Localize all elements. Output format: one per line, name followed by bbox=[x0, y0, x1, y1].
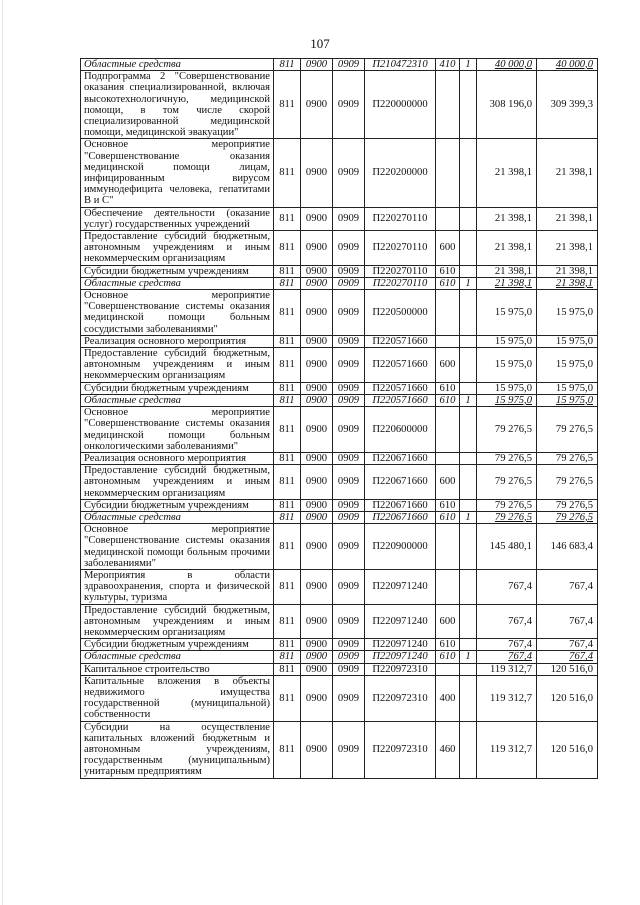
row-grbs-code: 811 bbox=[274, 277, 301, 289]
row-amount-year-1: 40 000,0 bbox=[477, 59, 537, 71]
row-expense-type: 600 bbox=[436, 348, 460, 383]
row-amount-year-2: 15 975,0 bbox=[537, 290, 598, 336]
row-expense-type: 600 bbox=[436, 604, 460, 639]
row-name: Основное мероприятие "Совершенствование системы оказания медицинской помощи больным прочими заболеваниями" bbox=[81, 524, 274, 570]
row-amount-year-1: 21 398,1 bbox=[477, 207, 537, 230]
row-amount-year-2: 21 398,1 bbox=[537, 139, 598, 207]
row-source-code bbox=[460, 139, 477, 207]
row-name: Предоставление субсидий бюджетным, автономным учреждениям и иным некоммерческим организациям bbox=[81, 348, 274, 383]
row-grbs-code: 811 bbox=[274, 511, 301, 523]
row-section-code: 0900 bbox=[301, 604, 333, 639]
row-section-code: 0900 bbox=[301, 290, 333, 336]
row-expense-type bbox=[436, 139, 460, 207]
row-amount-year-1: 79 276,5 bbox=[477, 499, 537, 511]
row-amount-year-2: 21 398,1 bbox=[537, 277, 598, 289]
table-row bbox=[81, 71, 598, 139]
row-source-code bbox=[460, 207, 477, 230]
row-name: Субсидии бюджетным учреждениям bbox=[81, 639, 274, 651]
row-subsection-code: 0909 bbox=[333, 71, 365, 139]
row-amount-year-2: 120 516,0 bbox=[537, 663, 598, 675]
row-section-code: 0900 bbox=[301, 721, 333, 778]
row-source-code bbox=[460, 290, 477, 336]
page-number: 107 bbox=[310, 36, 330, 51]
row-amount-year-1: 15 975,0 bbox=[477, 335, 537, 347]
row-grbs-code: 811 bbox=[274, 407, 301, 453]
row-subsection-code: 0909 bbox=[333, 59, 365, 71]
row-name: Областные средства bbox=[81, 394, 274, 406]
table-row bbox=[81, 265, 598, 277]
row-amount-year-2: 21 398,1 bbox=[537, 231, 598, 266]
row-source-code bbox=[460, 382, 477, 394]
row-section-code: 0900 bbox=[301, 465, 333, 500]
row-target-article: П220571660 bbox=[365, 394, 436, 406]
row-name: Областные средства bbox=[81, 277, 274, 289]
row-source-code bbox=[460, 639, 477, 651]
row-target-article: П220270110 bbox=[365, 207, 436, 230]
row-amount-year-2: 79 276,5 bbox=[537, 499, 598, 511]
row-grbs-code: 811 bbox=[274, 139, 301, 207]
row-expense-type bbox=[436, 524, 460, 570]
row-subsection-code: 0909 bbox=[333, 277, 365, 289]
row-subsection-code: 0909 bbox=[333, 452, 365, 464]
row-amount-year-2: 767,4 bbox=[537, 651, 598, 663]
row-grbs-code: 811 bbox=[274, 721, 301, 778]
table-row bbox=[81, 277, 598, 289]
row-grbs-code: 811 bbox=[274, 651, 301, 663]
row-expense-type: 610 bbox=[436, 639, 460, 651]
row-amount-year-2: 21 398,1 bbox=[537, 265, 598, 277]
row-section-code: 0900 bbox=[301, 139, 333, 207]
table-row bbox=[81, 231, 598, 266]
table-row bbox=[81, 394, 598, 406]
row-subsection-code: 0909 bbox=[333, 207, 365, 230]
row-subsection-code: 0909 bbox=[333, 675, 365, 721]
row-target-article: П220671660 bbox=[365, 499, 436, 511]
row-subsection-code: 0909 bbox=[333, 524, 365, 570]
row-name: Областные средства bbox=[81, 651, 274, 663]
row-amount-year-2: 767,4 bbox=[537, 569, 598, 604]
row-source-code bbox=[460, 604, 477, 639]
row-expense-type bbox=[436, 335, 460, 347]
row-grbs-code: 811 bbox=[274, 382, 301, 394]
row-target-article: П220971240 bbox=[365, 639, 436, 651]
row-target-article: П210472310 bbox=[365, 59, 436, 71]
table-row bbox=[81, 604, 598, 639]
row-subsection-code: 0909 bbox=[333, 290, 365, 336]
row-amount-year-1: 79 276,5 bbox=[477, 407, 537, 453]
row-name: Предоставление субсидий бюджетным, автономным учреждениям и иным некоммерческим организациям bbox=[81, 465, 274, 500]
row-amount-year-2: 79 276,5 bbox=[537, 465, 598, 500]
row-grbs-code: 811 bbox=[274, 675, 301, 721]
row-section-code: 0900 bbox=[301, 207, 333, 230]
row-subsection-code: 0909 bbox=[333, 721, 365, 778]
row-target-article: П220972310 bbox=[365, 675, 436, 721]
table-row bbox=[81, 407, 598, 453]
row-source-code bbox=[460, 569, 477, 604]
table-row bbox=[81, 663, 598, 675]
row-section-code: 0900 bbox=[301, 407, 333, 453]
row-amount-year-2: 15 975,0 bbox=[537, 394, 598, 406]
row-subsection-code: 0909 bbox=[333, 265, 365, 277]
row-target-article: П220971240 bbox=[365, 604, 436, 639]
row-amount-year-1: 79 276,5 bbox=[477, 452, 537, 464]
row-expense-type bbox=[436, 569, 460, 604]
row-target-article: П220270110 bbox=[365, 265, 436, 277]
row-section-code: 0900 bbox=[301, 231, 333, 266]
row-grbs-code: 811 bbox=[274, 231, 301, 266]
table-row bbox=[81, 348, 598, 383]
row-subsection-code: 0909 bbox=[333, 499, 365, 511]
table-row bbox=[81, 569, 598, 604]
row-section-code: 0900 bbox=[301, 639, 333, 651]
row-source-code bbox=[460, 524, 477, 570]
row-name: Основное мероприятие "Совершенствование оказания медицинской помощи лицам, инфицированным вирусом иммунодефицита человека, гепатитами В и С" bbox=[81, 139, 274, 207]
row-target-article: П220671660 bbox=[365, 465, 436, 500]
row-target-article: П220571660 bbox=[365, 348, 436, 383]
row-source-code bbox=[460, 675, 477, 721]
row-name: Реализация основного мероприятия bbox=[81, 452, 274, 464]
row-grbs-code: 811 bbox=[274, 499, 301, 511]
row-source-code bbox=[460, 452, 477, 464]
scan-edge-shadow bbox=[2, 0, 3, 905]
row-amount-year-1: 15 975,0 bbox=[477, 394, 537, 406]
row-expense-type: 410 bbox=[436, 59, 460, 71]
row-expense-type: 460 bbox=[436, 721, 460, 778]
row-target-article: П220971240 bbox=[365, 569, 436, 604]
row-expense-type: 610 bbox=[436, 382, 460, 394]
row-amount-year-1: 119 312,7 bbox=[477, 663, 537, 675]
row-source-code bbox=[460, 663, 477, 675]
row-amount-year-1: 308 196,0 bbox=[477, 71, 537, 139]
row-source-code bbox=[460, 721, 477, 778]
row-name: Областные средства bbox=[81, 511, 274, 523]
table-row bbox=[81, 139, 598, 207]
table-row bbox=[81, 465, 598, 500]
table-row bbox=[81, 511, 598, 523]
row-expense-type bbox=[436, 71, 460, 139]
row-name: Предоставление субсидий бюджетным, автономным учреждениям и иным некоммерческим организациям bbox=[81, 604, 274, 639]
row-amount-year-1: 767,4 bbox=[477, 651, 537, 663]
table-body bbox=[81, 59, 598, 779]
row-target-article: П220671660 bbox=[365, 511, 436, 523]
table-row bbox=[81, 651, 598, 663]
row-target-article: П220600000 bbox=[365, 407, 436, 453]
row-amount-year-2: 120 516,0 bbox=[537, 675, 598, 721]
row-amount-year-1: 79 276,5 bbox=[477, 511, 537, 523]
row-expense-type: 610 bbox=[436, 651, 460, 663]
row-subsection-code: 0909 bbox=[333, 465, 365, 500]
row-name: Подпрограмма 2 "Совершенствование оказания специализированной, включая высокотехнологичную, медицинской помощи, в том числе скорой специализированной медицинской помощи, медицинской эвакуации" bbox=[81, 71, 274, 139]
row-grbs-code: 811 bbox=[274, 569, 301, 604]
row-section-code: 0900 bbox=[301, 524, 333, 570]
table-row bbox=[81, 721, 598, 778]
row-section-code: 0900 bbox=[301, 511, 333, 523]
row-subsection-code: 0909 bbox=[333, 335, 365, 347]
row-amount-year-1: 119 312,7 bbox=[477, 721, 537, 778]
table-row bbox=[81, 452, 598, 464]
row-name: Мероприятия в области здравоохранения, спорта и физической культуры, туризма bbox=[81, 569, 274, 604]
row-source-code bbox=[460, 499, 477, 511]
row-subsection-code: 0909 bbox=[333, 663, 365, 675]
row-grbs-code: 811 bbox=[274, 335, 301, 347]
row-target-article: П220671660 bbox=[365, 452, 436, 464]
row-source-code bbox=[460, 231, 477, 266]
row-name: Субсидии бюджетным учреждениям bbox=[81, 265, 274, 277]
row-grbs-code: 811 bbox=[274, 71, 301, 139]
row-amount-year-2: 79 276,5 bbox=[537, 407, 598, 453]
row-expense-type: 610 bbox=[436, 394, 460, 406]
row-amount-year-2: 767,4 bbox=[537, 639, 598, 651]
row-target-article: П220971240 bbox=[365, 651, 436, 663]
row-expense-type: 610 bbox=[436, 511, 460, 523]
row-section-code: 0900 bbox=[301, 335, 333, 347]
row-expense-type bbox=[436, 290, 460, 336]
row-name: Обеспечение деятельности (оказание услуг) государственных учреждений bbox=[81, 207, 274, 230]
row-subsection-code: 0909 bbox=[333, 639, 365, 651]
row-section-code: 0900 bbox=[301, 265, 333, 277]
row-source-code bbox=[460, 465, 477, 500]
row-amount-year-2: 120 516,0 bbox=[537, 721, 598, 778]
row-section-code: 0900 bbox=[301, 569, 333, 604]
row-target-article: П220000000 bbox=[365, 71, 436, 139]
row-expense-type bbox=[436, 207, 460, 230]
row-grbs-code: 811 bbox=[274, 663, 301, 675]
row-subsection-code: 0909 bbox=[333, 348, 365, 383]
row-amount-year-2: 146 683,4 bbox=[537, 524, 598, 570]
row-expense-type: 610 bbox=[436, 499, 460, 511]
row-name: Капитальные вложения в объекты недвижимого имущества государственной (муниципальной) собственности bbox=[81, 675, 274, 721]
row-amount-year-2: 309 399,3 bbox=[537, 71, 598, 139]
row-section-code: 0900 bbox=[301, 348, 333, 383]
row-amount-year-2: 79 276,5 bbox=[537, 452, 598, 464]
row-expense-type bbox=[436, 663, 460, 675]
row-name: Субсидии на осуществление капитальных вложений бюджетным и автономным учреждениям, государственным (муниципальным) унитарным предприятиям bbox=[81, 721, 274, 778]
row-amount-year-1: 15 975,0 bbox=[477, 382, 537, 394]
row-source-code bbox=[460, 348, 477, 383]
row-grbs-code: 811 bbox=[274, 394, 301, 406]
row-name: Реализация основного мероприятия bbox=[81, 335, 274, 347]
row-amount-year-2: 15 975,0 bbox=[537, 382, 598, 394]
row-target-article: П220571660 bbox=[365, 382, 436, 394]
row-expense-type bbox=[436, 407, 460, 453]
row-expense-type: 600 bbox=[436, 465, 460, 500]
row-grbs-code: 811 bbox=[274, 452, 301, 464]
row-section-code: 0900 bbox=[301, 59, 333, 71]
row-amount-year-2: 40 000,0 bbox=[537, 59, 598, 71]
row-grbs-code: 811 bbox=[274, 265, 301, 277]
row-expense-type bbox=[436, 452, 460, 464]
row-grbs-code: 811 bbox=[274, 348, 301, 383]
row-subsection-code: 0909 bbox=[333, 382, 365, 394]
row-amount-year-1: 119 312,7 bbox=[477, 675, 537, 721]
table-row bbox=[81, 639, 598, 651]
row-section-code: 0900 bbox=[301, 382, 333, 394]
row-amount-year-1: 21 398,1 bbox=[477, 277, 537, 289]
row-name: Основное мероприятие "Совершенствование системы оказания медицинской помощи больным онкологическими заболеваниями" bbox=[81, 407, 274, 453]
row-target-article: П220500000 bbox=[365, 290, 436, 336]
row-amount-year-2: 767,4 bbox=[537, 604, 598, 639]
row-section-code: 0900 bbox=[301, 663, 333, 675]
row-target-article: П220200000 bbox=[365, 139, 436, 207]
row-subsection-code: 0909 bbox=[333, 231, 365, 266]
row-source-code: 1 bbox=[460, 511, 477, 523]
row-source-code bbox=[460, 265, 477, 277]
row-expense-type: 600 bbox=[436, 231, 460, 266]
row-subsection-code: 0909 bbox=[333, 604, 365, 639]
row-name: Предоставление субсидий бюджетным, автономным учреждениям и иным некоммерческим организациям bbox=[81, 231, 274, 266]
row-section-code: 0900 bbox=[301, 452, 333, 464]
row-amount-year-2: 15 975,0 bbox=[537, 348, 598, 383]
row-amount-year-2: 15 975,0 bbox=[537, 335, 598, 347]
table-row bbox=[81, 382, 598, 394]
row-target-article: П220571660 bbox=[365, 335, 436, 347]
row-amount-year-1: 21 398,1 bbox=[477, 139, 537, 207]
row-subsection-code: 0909 bbox=[333, 651, 365, 663]
row-subsection-code: 0909 bbox=[333, 569, 365, 604]
row-amount-year-1: 79 276,5 bbox=[477, 465, 537, 500]
row-grbs-code: 811 bbox=[274, 59, 301, 71]
row-target-article: П220270110 bbox=[365, 277, 436, 289]
row-amount-year-2: 21 398,1 bbox=[537, 207, 598, 230]
row-expense-type: 400 bbox=[436, 675, 460, 721]
row-section-code: 0900 bbox=[301, 651, 333, 663]
row-section-code: 0900 bbox=[301, 675, 333, 721]
row-name: Основное мероприятие "Совершенствование системы оказания медицинской помощи больным сосудистыми заболеваниями" bbox=[81, 290, 274, 336]
row-amount-year-2: 79 276,5 bbox=[537, 511, 598, 523]
row-amount-year-1: 15 975,0 bbox=[477, 348, 537, 383]
table-row bbox=[81, 524, 598, 570]
row-target-article: П220972310 bbox=[365, 663, 436, 675]
row-grbs-code: 811 bbox=[274, 604, 301, 639]
row-grbs-code: 811 bbox=[274, 290, 301, 336]
table-row bbox=[81, 675, 598, 721]
row-source-code bbox=[460, 407, 477, 453]
row-grbs-code: 811 bbox=[274, 524, 301, 570]
row-target-article: П220900000 bbox=[365, 524, 436, 570]
row-expense-type: 610 bbox=[436, 277, 460, 289]
table-row bbox=[81, 499, 598, 511]
row-amount-year-1: 21 398,1 bbox=[477, 231, 537, 266]
row-amount-year-1: 15 975,0 bbox=[477, 290, 537, 336]
row-expense-type: 610 bbox=[436, 265, 460, 277]
row-section-code: 0900 bbox=[301, 277, 333, 289]
row-subsection-code: 0909 bbox=[333, 139, 365, 207]
row-amount-year-1: 767,4 bbox=[477, 639, 537, 651]
budget-table bbox=[80, 58, 598, 779]
row-subsection-code: 0909 bbox=[333, 511, 365, 523]
row-section-code: 0900 bbox=[301, 71, 333, 139]
row-target-article: П220270110 bbox=[365, 231, 436, 266]
row-source-code: 1 bbox=[460, 277, 477, 289]
row-amount-year-1: 145 480,1 bbox=[477, 524, 537, 570]
table-row bbox=[81, 290, 598, 336]
row-subsection-code: 0909 bbox=[333, 394, 365, 406]
row-grbs-code: 811 bbox=[274, 639, 301, 651]
table-row bbox=[81, 207, 598, 230]
row-name: Областные средства bbox=[81, 59, 274, 71]
row-section-code: 0900 bbox=[301, 394, 333, 406]
row-name: Субсидии бюджетным учреждениям bbox=[81, 499, 274, 511]
row-source-code: 1 bbox=[460, 59, 477, 71]
table-row bbox=[81, 335, 598, 347]
row-source-code: 1 bbox=[460, 394, 477, 406]
table-row bbox=[81, 59, 598, 71]
row-amount-year-1: 767,4 bbox=[477, 604, 537, 639]
row-subsection-code: 0909 bbox=[333, 407, 365, 453]
row-name: Капитальное строительство bbox=[81, 663, 274, 675]
row-source-code bbox=[460, 71, 477, 139]
row-grbs-code: 811 bbox=[274, 465, 301, 500]
row-target-article: П220972310 bbox=[365, 721, 436, 778]
row-source-code bbox=[460, 335, 477, 347]
row-amount-year-1: 21 398,1 bbox=[477, 265, 537, 277]
row-grbs-code: 811 bbox=[274, 207, 301, 230]
row-amount-year-1: 767,4 bbox=[477, 569, 537, 604]
row-source-code: 1 bbox=[460, 651, 477, 663]
row-section-code: 0900 bbox=[301, 499, 333, 511]
row-name: Субсидии бюджетным учреждениям bbox=[81, 382, 274, 394]
